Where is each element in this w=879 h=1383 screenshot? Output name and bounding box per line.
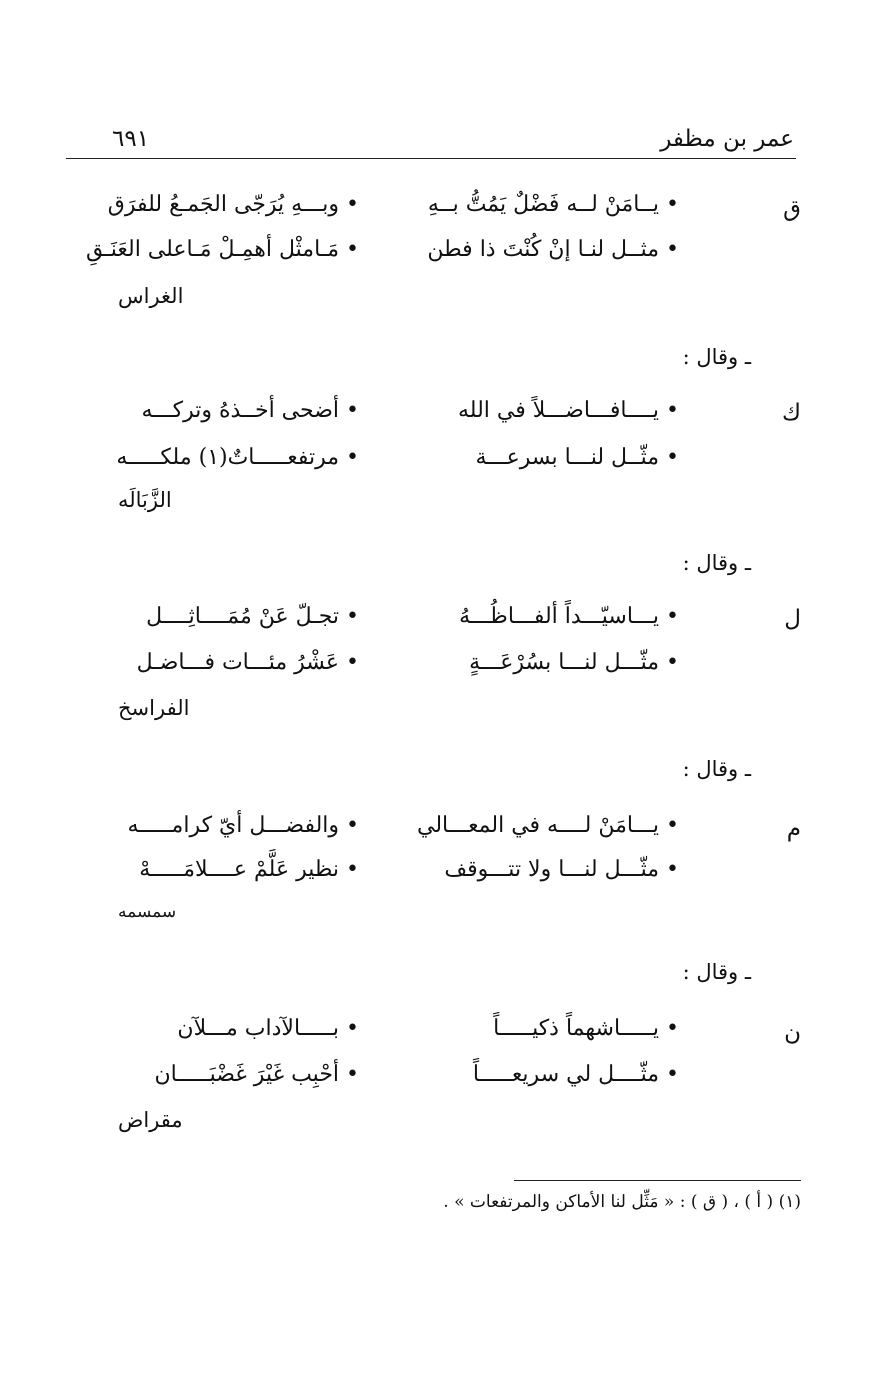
verse-left-hemistich: • وبـــهِ يُرَجّى الجَمـعُ للفرَق — [107, 192, 359, 217]
stanza-intro: ـ وقال : — [682, 960, 751, 984]
footnote-rule — [514, 1180, 801, 1181]
verse-left-hemistich: • تجـلّ عَنْ مُمَــــاثِــــل — [146, 604, 359, 629]
verse-right-hemistich: • يـــاسيّـــداً ألفـــاظُـــهُ — [459, 604, 679, 629]
verse-left-hemistich: • بـــــالآداب مـــلآن — [177, 1016, 359, 1041]
riddle-answer: الغراس — [118, 284, 184, 308]
page-number: ٦٩١ — [112, 126, 150, 152]
verse-right-hemistich: • مثّـــل لنـــا بسُرْعَـــةٍ — [469, 650, 679, 675]
running-header-title: عمر بن مظفر — [660, 126, 794, 152]
verse-right-hemistich: • مثّـــل لنـــا ولا تتـــوقف — [444, 857, 679, 882]
verse-right-hemistich: • يــامَنْ لــه فَضْلٌ يَمُتُّ بــهِ — [427, 192, 679, 217]
verse-right-hemistich: • مثّــل لنـــا بسرعـــة — [475, 445, 679, 470]
verse-left-hemistich: • والفضـــل أيّ كرامـــــه — [127, 813, 359, 838]
header-rule — [66, 158, 796, 159]
stanza-letter: ك — [782, 400, 801, 426]
verse-right-hemistich: • يـــــاشهماً ذكيـــــاً — [493, 1016, 679, 1041]
footnote: (١) ( أ ) ، ( ق ) : « مَثِّل لنا الأماكن والمرتفعات » . — [443, 1192, 801, 1212]
stanza-letter: ن — [784, 1020, 801, 1046]
riddle-answer: الزَّبَالَه — [118, 488, 172, 512]
stanza-letter: ق — [783, 196, 801, 222]
riddle-answer: الفراسخ — [118, 696, 190, 720]
stanza-intro: ـ وقال : — [682, 345, 751, 369]
stanza-intro: ـ وقال : — [682, 551, 751, 575]
verse-left-hemistich: • عَشْرُ مئـــات فـــاضـل — [136, 650, 359, 675]
verse-left-hemistich: • نظير عَلَّمْ عــــلامَـــــهْ — [139, 857, 359, 882]
verse-right-hemistich: • يـــامَنْ لــــه في المعـــالي — [416, 813, 679, 838]
verse-left-hemistich: • مَـامثْل أهمِـلْ مَـاعلى العَنَـقِ — [85, 237, 359, 262]
riddle-answer: سمسمه — [118, 902, 177, 922]
stanza-intro: ـ وقال : — [682, 757, 751, 781]
riddle-answer: مقراض — [118, 1108, 183, 1132]
stanza-letter: م — [786, 816, 801, 842]
verse-left-hemistich: • أضحى أخــذهُ وتركـــه — [141, 398, 359, 423]
verse-right-hemistich: • مثــل لنـا إنْ كُنْتَ ذا فطن — [427, 237, 679, 262]
verse-right-hemistich: • مثّــــل لي سريعـــــاً — [472, 1062, 679, 1087]
verse-left-hemistich: • مرتفعـــــاتٌ(١) ملكـــــه — [116, 445, 359, 470]
verse-left-hemistich: • أحْبِب غَيْرَ غَضْبَـــــان — [154, 1062, 359, 1087]
stanza-letter: ل — [784, 606, 801, 632]
verse-right-hemistich: • يــــافـــاضـــلاً في الله — [457, 398, 679, 423]
